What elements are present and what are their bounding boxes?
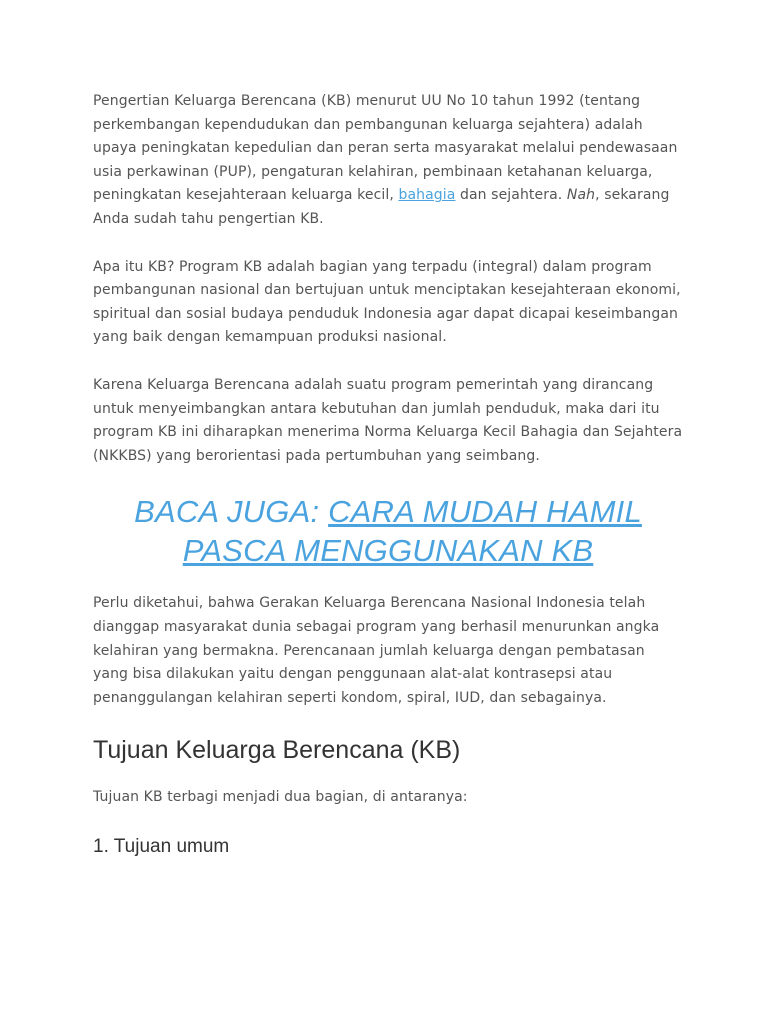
paragraph-perlu-diketahui: Perlu diketahui, bahwa Gerakan Keluarga Berencana Nasional Indonesia telah dianggap masyarakat dunia sebagai program yang berhasil menurunkan angka kelahiran yang bermakna. Perencanaan jumlah keluarga dengan pembatasan yang bisa dilakukan yaitu dengan penggunaan alat-alat kontrasepsi atau penanggulangan kelahiran seperti kondom, spiral, IUD, dan sebagainya. [93, 595, 660, 706]
paragraph-text: Pengertian Keluarga Berencana (KB) menurut UU No 10 tahun 1992 (tentang perkembangan kependudukan dan pembangunan keluarga sejahtera) adalah upaya peningkatan kepedulian dan peran serta masyarakat melalui pendewasaan usia perkawinan (PUP), pengaturan kelahiran, pembinaan ketahanan keluarga, peningkatan kesejahteraan keluarga kecil, [93, 93, 678, 204]
subheading-tujuan-umum: 1. Tujuan umum [93, 835, 230, 857]
paragraph-tujuan-intro: Tujuan KB terbagi menjadi dua bagian, di antaranya: [93, 789, 468, 806]
article-body [93, 90, 683, 860]
section-heading-tujuan: Tujuan Keluarga Berencana (KB) [93, 736, 461, 765]
link-bahagia[interactable]: bahagia [398, 187, 456, 204]
italic-word: Nah [566, 187, 596, 204]
baca-juga-label: BACA JUGA: [134, 494, 329, 530]
paragraph-apa-itu-kb: Apa itu KB? Program KB adalah bagian yang terpadu (integral) dalam program pembangunan nasional dan bertujuan untuk menciptakan kesejahteraan ekonomi, spiritual dan sosial budaya penduduk Indonesia agar dapat dicapai keseimbangan yang baik dengan kemampuan produksi nasional. [93, 258, 681, 346]
baca-juga-link[interactable]: CARA MUDAH HAMIL PASCA MENGGUNAKAN KB [182, 494, 642, 569]
paragraph-pengertian [93, 90, 683, 232]
paragraph-text: , sekarang Anda sudah tahu pengertian KB. [93, 187, 670, 227]
paragraph-text: dan sejahtera. [455, 187, 567, 204]
paragraph-karena: Karena Keluarga Berencana adalah suatu program pemerintah yang dirancang untuk menyeimbangkan antara kebutuhan dan jumlah penduduk, maka dari itu program KB ini diharapkan menerima Norma Keluarga Kecil Bahagia dan Sejahtera (NKKBS) yang berorientasi pada pertumbuhan yang seimbang. [93, 376, 683, 464]
baca-juga-callout [93, 492, 683, 570]
